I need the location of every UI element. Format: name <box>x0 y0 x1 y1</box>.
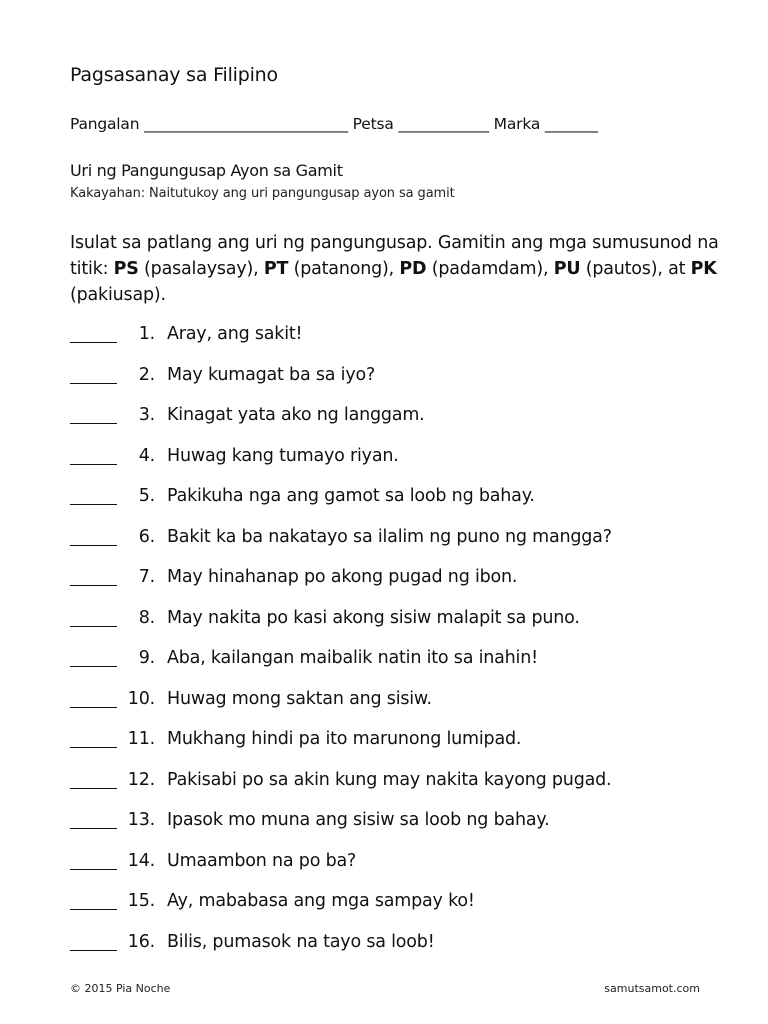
instructions-text: (patanong), <box>288 259 400 279</box>
item-number: 5. <box>138 486 155 506</box>
instructions <box>70 230 720 308</box>
list-item <box>70 527 710 568</box>
answer-blank[interactable] <box>70 770 117 789</box>
item-number: 3. <box>138 405 155 425</box>
list-item <box>70 891 710 932</box>
instructions-text: (pautos), at <box>580 259 691 279</box>
item-number: 11. <box>127 729 155 749</box>
question-list <box>70 324 710 972</box>
list-item <box>70 689 710 730</box>
instructions-text: Isulat sa patlang ang uri ng pangungusap. Gamitin ang mga sumusunod na titik: <box>70 233 719 279</box>
name-date-score-line: Pangalan ___________________________ Petsa ____________ Marka _______ <box>70 115 598 133</box>
item-number: 8. <box>138 607 155 628</box>
code-pk: PK <box>690 259 717 279</box>
list-item <box>70 567 710 608</box>
item-text: May nakita po kasi akong sisiw malapit sa puno. <box>167 607 580 628</box>
answer-blank[interactable] <box>70 324 117 343</box>
list-item <box>70 324 710 365</box>
site-name: samutsamot.com <box>604 982 700 995</box>
list-item <box>70 932 710 973</box>
answer-blank[interactable] <box>70 648 117 667</box>
copyright: © 2015 Pia Noche <box>70 982 171 995</box>
item-text: Huwag kang tumayo riyan. <box>167 445 399 466</box>
item-number: 4. <box>138 445 155 466</box>
item-number: 7. <box>138 567 155 587</box>
item-number: 15. <box>127 891 155 911</box>
item-text: May kumagat ba sa iyo? <box>167 364 376 385</box>
section-title: Uri ng Pangungusap Ayon sa Gamit <box>70 161 343 180</box>
list-item <box>70 851 710 892</box>
answer-blank[interactable] <box>70 365 117 384</box>
list-item <box>70 608 710 649</box>
answer-blank[interactable] <box>70 932 117 951</box>
code-ps: PS <box>113 259 139 279</box>
item-text: Aray, ang sakit! <box>167 324 303 344</box>
answer-blank[interactable] <box>70 446 117 465</box>
item-text: Mukhang hindi pa ito marunong lumipad. <box>167 729 522 749</box>
item-text: Aba, kailangan maibalik natin ito sa inahin! <box>167 648 538 668</box>
answer-blank[interactable] <box>70 608 117 627</box>
list-item <box>70 365 710 406</box>
instructions-text: (pasalaysay), <box>138 259 264 279</box>
item-text: Umaambon na po ba? <box>167 850 357 871</box>
item-text: May hinahanap po akong pugad ng ibon. <box>167 567 518 587</box>
answer-blank[interactable] <box>70 689 117 708</box>
instructions-text: (pakiusap). <box>70 285 166 305</box>
item-text: Ay, mababasa ang mga sampay ko! <box>167 891 475 911</box>
answer-blank[interactable] <box>70 851 117 870</box>
list-item <box>70 446 710 487</box>
list-item <box>70 810 710 851</box>
answer-blank[interactable] <box>70 527 117 546</box>
page-footer <box>70 982 700 995</box>
item-number: 1. <box>138 324 155 344</box>
item-text: Huwag mong saktan ang sisiw. <box>167 688 432 709</box>
item-text: Bilis, pumasok na tayo sa loob! <box>167 931 435 952</box>
list-item <box>70 770 710 811</box>
item-number: 16. <box>127 931 155 952</box>
page-title: Pagsasanay sa Filipino <box>70 64 278 86</box>
code-pd: PD <box>399 259 427 279</box>
answer-blank[interactable] <box>70 810 117 829</box>
answer-blank[interactable] <box>70 729 117 748</box>
item-text: Ipasok mo muna ang sisiw sa loob ng bahay. <box>167 810 550 830</box>
item-text: Bakit ka ba nakatayo sa ilalim ng puno ng mangga? <box>167 526 612 547</box>
answer-blank[interactable] <box>70 567 117 586</box>
list-item <box>70 648 710 689</box>
item-number: 10. <box>127 688 155 709</box>
answer-blank[interactable] <box>70 486 117 505</box>
code-pu: PU <box>553 259 581 279</box>
list-item <box>70 405 710 446</box>
item-text: Pakisabi po sa akin kung may nakita kayong pugad. <box>167 769 612 790</box>
item-number: 2. <box>138 364 155 385</box>
item-number: 12. <box>127 769 155 790</box>
code-pt: PT <box>263 259 289 279</box>
skill-description: Kakayahan: Naitutukoy ang uri pangungusap ayon sa gamit <box>70 186 455 201</box>
item-number: 6. <box>138 526 155 547</box>
answer-blank[interactable] <box>70 891 117 910</box>
item-number: 13. <box>127 810 155 830</box>
item-text: Pakikuha nga ang gamot sa loob ng bahay. <box>167 486 535 506</box>
list-item <box>70 729 710 770</box>
item-text: Kinagat yata ako ng langgam. <box>167 405 425 425</box>
answer-blank[interactable] <box>70 405 117 424</box>
item-number: 9. <box>138 648 155 668</box>
instructions-text: (padamdam), <box>426 259 554 279</box>
list-item <box>70 486 710 527</box>
item-number: 14. <box>127 850 155 871</box>
